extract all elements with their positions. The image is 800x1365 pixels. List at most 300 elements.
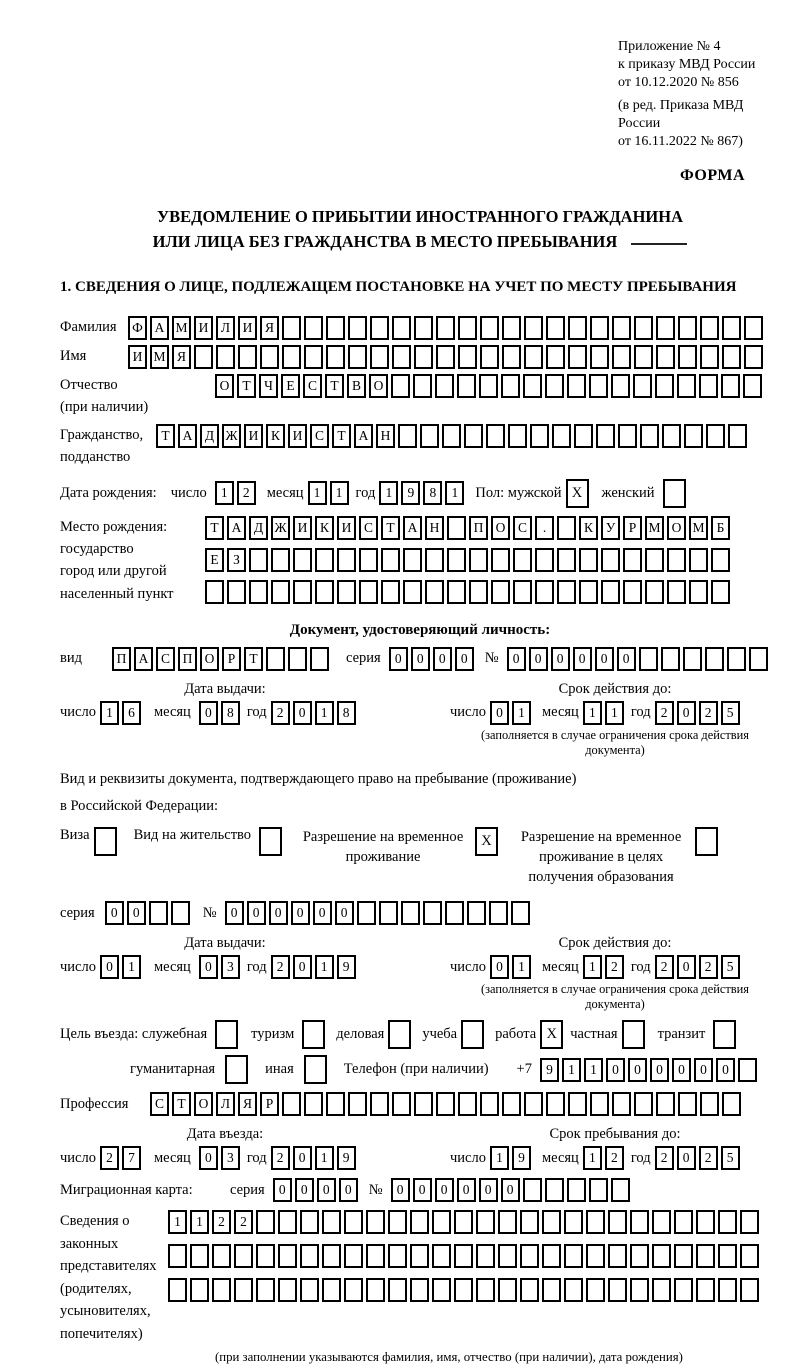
checkbox-cell xyxy=(388,1020,411,1049)
char-cell xyxy=(476,1278,495,1302)
char-cell xyxy=(467,901,486,925)
char-cell xyxy=(630,1210,649,1234)
visa-label: Виза xyxy=(60,826,90,843)
char-cell xyxy=(249,548,268,572)
char-cell: 0 xyxy=(199,1146,218,1170)
char-cell xyxy=(696,1244,715,1268)
char-cell: 0 xyxy=(100,955,119,979)
char-cell xyxy=(674,1210,693,1234)
temp-residence-label: Разрешение на временное проживание xyxy=(302,828,464,865)
char-cell xyxy=(359,580,378,604)
char-cell xyxy=(508,424,527,448)
char-cell: А xyxy=(178,424,197,448)
char-cell xyxy=(322,1210,341,1234)
purpose-humanitarian-checkbox xyxy=(225,1055,251,1084)
char-cell: 0 xyxy=(105,901,124,925)
char-cell: Я xyxy=(238,1092,257,1116)
char-cell xyxy=(310,647,329,671)
char-cell xyxy=(304,316,323,340)
char-cell: Б xyxy=(711,516,730,540)
char-cell: 2 xyxy=(655,955,674,979)
char-cell xyxy=(520,1244,539,1268)
checkbox-cell: X xyxy=(540,1020,563,1049)
char-cell: 5 xyxy=(721,955,740,979)
char-cell xyxy=(168,1278,187,1302)
representatives-row3-boxes xyxy=(168,1278,762,1302)
char-cell: С xyxy=(156,647,175,671)
char-cell xyxy=(749,647,768,671)
day-label: число xyxy=(170,484,207,501)
char-cell: 1 xyxy=(583,955,602,979)
char-cell: Ж xyxy=(271,516,290,540)
char-cell xyxy=(557,548,576,572)
year-label: год xyxy=(355,484,376,501)
representatives-label-line: (родителях, xyxy=(60,1280,132,1297)
char-cell xyxy=(711,548,730,572)
purpose-work-label: работа xyxy=(495,1026,537,1043)
identity-doc-heading: Документ, удостоверяющий личность: xyxy=(289,621,551,638)
char-cell: 1 xyxy=(122,955,141,979)
char-cell: 9 xyxy=(512,1146,531,1170)
char-cell: 0 xyxy=(617,647,636,671)
number-label: № xyxy=(202,904,217,921)
char-cell: 9 xyxy=(540,1058,559,1082)
char-cell xyxy=(535,548,554,572)
char-cell xyxy=(524,1092,543,1116)
char-cell: 1 xyxy=(512,701,531,725)
mc-number-boxes xyxy=(391,1178,633,1202)
char-cell: 0 xyxy=(127,901,146,925)
month-label: месяц xyxy=(153,704,191,720)
char-cell xyxy=(567,1178,586,1202)
char-cell xyxy=(612,345,631,369)
char-cell: 0 xyxy=(433,647,452,671)
char-cell xyxy=(403,580,422,604)
year-label: год xyxy=(630,1149,651,1166)
char-cell: . xyxy=(535,516,554,540)
char-cell xyxy=(432,1210,451,1234)
year-label: год xyxy=(246,1149,267,1166)
char-cell xyxy=(278,1210,297,1234)
char-cell: 0 xyxy=(507,647,526,671)
char-cell xyxy=(315,548,334,572)
day-label: число xyxy=(60,704,96,720)
char-cell xyxy=(722,316,741,340)
char-cell xyxy=(278,1278,297,1302)
char-cell: 0 xyxy=(501,1178,520,1202)
char-cell xyxy=(535,580,554,604)
checkbox-cell xyxy=(622,1020,645,1049)
stay-valid-month-boxes xyxy=(583,955,627,979)
char-cell xyxy=(410,1278,429,1302)
char-cell: Т xyxy=(172,1092,191,1116)
char-cell xyxy=(542,1278,561,1302)
char-cell: Е xyxy=(205,548,224,572)
doc-type-label: вид xyxy=(60,650,82,666)
char-cell: К xyxy=(266,424,285,448)
char-cell xyxy=(684,424,703,448)
citizenship-boxes xyxy=(156,424,750,448)
day-label: число xyxy=(450,1149,486,1166)
char-cell xyxy=(634,1092,653,1116)
char-cell xyxy=(442,424,461,448)
representatives-label-line: законных xyxy=(60,1235,119,1252)
char-cell xyxy=(458,345,477,369)
char-cell: 1 xyxy=(330,481,349,505)
char-cell xyxy=(564,1278,583,1302)
char-cell xyxy=(640,424,659,448)
char-cell xyxy=(678,316,697,340)
checkbox-cell xyxy=(215,1020,238,1049)
series-label: серия xyxy=(60,904,95,921)
char-cell xyxy=(513,548,532,572)
char-cell xyxy=(256,1210,275,1234)
char-cell xyxy=(498,1210,517,1234)
char-cell: 0 xyxy=(293,701,312,725)
char-cell xyxy=(234,1244,253,1268)
char-cell: Л xyxy=(216,316,235,340)
char-cell xyxy=(706,424,725,448)
char-cell xyxy=(458,1092,477,1116)
appendix-line: к приказу МВД России xyxy=(618,57,756,73)
char-cell xyxy=(212,1244,231,1268)
stay-issue-day-boxes xyxy=(100,955,144,979)
char-cell xyxy=(300,1244,319,1268)
char-cell: 0 xyxy=(490,955,509,979)
id-doc-dates xyxy=(60,681,780,758)
purpose-tourism-checkbox xyxy=(302,1020,328,1049)
char-cell xyxy=(454,1244,473,1268)
char-cell xyxy=(674,1278,693,1302)
series-label: серия xyxy=(230,1181,265,1198)
char-cell xyxy=(168,1244,187,1268)
char-cell xyxy=(149,901,168,925)
char-cell xyxy=(728,424,747,448)
char-cell xyxy=(586,1210,605,1234)
char-cell xyxy=(381,548,400,572)
char-cell: 0 xyxy=(490,701,509,725)
sex-female-checkbox xyxy=(663,479,689,508)
temp-residence-edu-checkbox xyxy=(695,827,721,856)
char-cell xyxy=(436,1092,455,1116)
char-cell: 8 xyxy=(337,701,356,725)
char-cell: 2 xyxy=(234,1210,253,1234)
char-cell xyxy=(618,424,637,448)
char-cell xyxy=(656,316,675,340)
profession-label: Профессия xyxy=(60,1095,129,1112)
representatives-label-line: усыновителях, xyxy=(60,1303,151,1320)
checkbox-cell xyxy=(304,1055,327,1084)
char-cell: 0 xyxy=(573,647,592,671)
char-cell xyxy=(689,548,708,572)
char-cell: Д xyxy=(200,424,219,448)
char-cell: П xyxy=(178,647,197,671)
char-cell xyxy=(388,1278,407,1302)
char-cell: Т xyxy=(332,424,351,448)
purpose-official-label: Цель въезда: служебная xyxy=(60,1026,208,1043)
id-number-boxes xyxy=(507,647,771,671)
char-cell xyxy=(476,1244,495,1268)
char-cell xyxy=(414,1092,433,1116)
char-cell: 1 xyxy=(583,1146,602,1170)
char-cell xyxy=(238,345,257,369)
forma-label: ФОРМА xyxy=(679,167,745,185)
stay-number-boxes xyxy=(225,901,533,925)
char-cell xyxy=(381,580,400,604)
char-cell xyxy=(740,1244,759,1268)
birth-place-row1-boxes xyxy=(205,516,733,540)
char-cell: И xyxy=(194,316,213,340)
phone-label: Телефон (при наличии) xyxy=(343,1061,489,1078)
valid-note: (заполняется в случае ограничения срока действия документа) xyxy=(481,727,749,757)
char-cell xyxy=(557,516,576,540)
stay-doc-line1: Вид и реквизиты документа, подтверждающего право на пребывание (проживание) xyxy=(60,770,577,787)
representatives-note: (при заполнении указываются фамилия, имя, отчество (при наличии), дата рождения) xyxy=(215,1350,683,1365)
purpose-other-label: иная xyxy=(265,1061,294,1078)
char-cell: 1 xyxy=(215,481,234,505)
char-cell xyxy=(445,901,464,925)
patronymic-label-line1: Отчество xyxy=(60,376,118,393)
stay-doc-line2: в Российской Федерации: xyxy=(60,798,219,815)
char-cell xyxy=(414,345,433,369)
valid-until-heading: Срок действия до: xyxy=(558,680,672,697)
char-cell xyxy=(689,580,708,604)
char-cell: 0 xyxy=(457,1178,476,1202)
section1-heading: 1. СВЕДЕНИЯ О ЛИЦЕ, ПОДЛЕЖАЩЕМ ПОСТАНОВКЕ НА УЧЕТ ПО МЕСТУ ПРЕБЫВАНИЯ xyxy=(60,278,737,295)
char-cell xyxy=(623,580,642,604)
char-cell xyxy=(322,1278,341,1302)
number-label: № xyxy=(484,650,499,666)
stay-until-day-boxes xyxy=(490,1146,534,1170)
temp-residence-item xyxy=(299,827,501,868)
entry-day-boxes xyxy=(100,1146,144,1170)
char-cell xyxy=(568,345,587,369)
year-label: год xyxy=(246,704,267,720)
char-cell: 1 xyxy=(605,701,624,725)
birth-place-label-line1: Место рождения: xyxy=(60,518,168,535)
char-cell: 1 xyxy=(315,955,334,979)
checkbox-cell xyxy=(663,479,686,508)
char-cell xyxy=(398,424,417,448)
birth-place-label xyxy=(60,516,205,606)
char-cell: Т xyxy=(244,647,263,671)
char-cell: А xyxy=(227,516,246,540)
char-cell xyxy=(661,647,680,671)
month-label: месяц xyxy=(153,958,191,975)
month-label: месяц xyxy=(541,958,579,975)
char-cell xyxy=(696,1278,715,1302)
char-cell xyxy=(300,1210,319,1234)
year-label: год xyxy=(246,958,267,975)
entry-dates xyxy=(60,1126,780,1170)
char-cell xyxy=(608,1244,627,1268)
char-cell xyxy=(432,1278,451,1302)
char-cell xyxy=(392,316,411,340)
char-cell: 2 xyxy=(699,955,718,979)
id-valid-month-boxes xyxy=(583,701,627,725)
representatives-label xyxy=(60,1210,168,1345)
checkbox-cell: X xyxy=(566,479,589,508)
purpose-business-checkbox xyxy=(388,1020,414,1049)
char-cell: С xyxy=(150,1092,169,1116)
char-cell xyxy=(699,374,718,398)
char-cell: З xyxy=(227,548,246,572)
representatives-label-line: попечителях) xyxy=(60,1325,143,1342)
char-cell: Т xyxy=(381,516,400,540)
char-cell xyxy=(502,345,521,369)
char-cell xyxy=(420,424,439,448)
char-cell xyxy=(542,1210,561,1234)
char-cell xyxy=(711,580,730,604)
char-cell: С xyxy=(303,374,322,398)
char-cell xyxy=(700,345,719,369)
char-cell: 0 xyxy=(479,1178,498,1202)
issue-date-heading: Дата выдачи: xyxy=(184,680,266,697)
char-cell: 0 xyxy=(650,1058,669,1082)
char-cell xyxy=(366,1278,385,1302)
char-cell xyxy=(436,316,455,340)
char-cell xyxy=(282,345,301,369)
char-cell xyxy=(601,548,620,572)
char-cell xyxy=(678,345,697,369)
checkbox-cell xyxy=(713,1020,736,1049)
char-cell xyxy=(645,580,664,604)
char-cell: Н xyxy=(425,516,444,540)
char-cell: 8 xyxy=(221,701,240,725)
number-label: № xyxy=(368,1181,383,1198)
char-cell: Р xyxy=(623,516,642,540)
char-cell: 1 xyxy=(379,481,398,505)
char-cell xyxy=(718,1244,737,1268)
temp-residence-edu-item xyxy=(515,827,721,888)
char-cell xyxy=(249,580,268,604)
temp-residence-checkbox xyxy=(475,827,501,856)
char-cell: 0 xyxy=(291,901,310,925)
stay-doc-paragraph xyxy=(60,766,780,821)
purpose-business-label: деловая xyxy=(336,1026,385,1043)
char-cell: А xyxy=(403,516,422,540)
char-cell: 0 xyxy=(225,901,244,925)
char-cell xyxy=(413,374,432,398)
char-cell: К xyxy=(315,516,334,540)
char-cell: 0 xyxy=(391,1178,410,1202)
char-cell: У xyxy=(601,516,620,540)
month-label: месяц xyxy=(541,1149,579,1166)
surname-boxes xyxy=(128,316,766,340)
doc-type-boxes xyxy=(112,647,332,671)
char-cell: 1 xyxy=(562,1058,581,1082)
char-cell: 1 xyxy=(315,701,334,725)
char-cell xyxy=(683,647,702,671)
char-cell xyxy=(344,1278,363,1302)
char-cell xyxy=(662,424,681,448)
char-cell: О xyxy=(667,516,686,540)
profession-boxes xyxy=(150,1092,744,1116)
char-cell: 0 xyxy=(677,1146,696,1170)
representatives-box-rows xyxy=(168,1210,762,1310)
phone-boxes xyxy=(540,1058,760,1082)
stay-series-boxes xyxy=(105,901,193,925)
char-cell xyxy=(370,345,389,369)
id-valid-year-boxes xyxy=(655,701,743,725)
char-cell xyxy=(388,1244,407,1268)
patronymic-label-line2: (при наличии) xyxy=(60,399,149,416)
char-cell xyxy=(652,1278,671,1302)
char-cell: М xyxy=(689,516,708,540)
char-cell xyxy=(530,424,549,448)
birth-place-row3-boxes xyxy=(205,580,733,604)
char-cell: 1 xyxy=(584,1058,603,1082)
birth-date-label: Дата рождения: xyxy=(60,484,157,501)
char-cell: 2 xyxy=(212,1210,231,1234)
char-cell: 2 xyxy=(271,701,290,725)
appendix-line: от 16.11.2022 № 867) xyxy=(618,133,743,149)
stay-issue-month-boxes xyxy=(199,955,243,979)
char-cell xyxy=(524,316,543,340)
char-cell: 2 xyxy=(100,1146,119,1170)
char-cell xyxy=(256,1278,275,1302)
char-cell: О xyxy=(369,374,388,398)
char-cell: Л xyxy=(216,1092,235,1116)
given-name-label: Имя xyxy=(60,348,87,365)
char-cell xyxy=(476,1210,495,1234)
char-cell: М xyxy=(172,316,191,340)
birth-day-boxes xyxy=(215,481,259,505)
char-cell: 0 xyxy=(595,647,614,671)
char-cell xyxy=(454,1278,473,1302)
purpose-transit-label: транзит xyxy=(657,1026,706,1043)
citizenship-label-line1: Гражданство, xyxy=(60,426,144,443)
checkbox-cell xyxy=(461,1020,484,1049)
char-cell xyxy=(447,580,466,604)
char-cell xyxy=(630,1244,649,1268)
checkbox-cell: X xyxy=(475,827,498,856)
char-cell: 8 xyxy=(423,481,442,505)
char-cell xyxy=(567,374,586,398)
char-cell xyxy=(486,424,505,448)
purpose-study-checkbox xyxy=(461,1020,487,1049)
id-issue-year-boxes xyxy=(271,701,359,725)
char-cell xyxy=(348,345,367,369)
char-cell xyxy=(480,1092,499,1116)
char-cell xyxy=(216,345,235,369)
char-cell xyxy=(557,580,576,604)
char-cell xyxy=(520,1278,539,1302)
day-label: число xyxy=(60,1149,96,1166)
char-cell: 0 xyxy=(335,901,354,925)
char-cell: 0 xyxy=(293,1146,312,1170)
char-cell xyxy=(278,1244,297,1268)
purpose-study-label: учеба xyxy=(422,1026,458,1043)
char-cell: О xyxy=(215,374,234,398)
visa-item xyxy=(60,827,120,856)
month-label: месяц xyxy=(266,484,304,501)
patronymic-label xyxy=(60,374,215,419)
char-cell: 9 xyxy=(401,481,420,505)
representatives-label-line: представителях xyxy=(60,1258,157,1275)
char-cell xyxy=(524,345,543,369)
citizenship-label xyxy=(60,424,156,469)
char-cell: 2 xyxy=(271,955,290,979)
char-cell: 5 xyxy=(721,701,740,725)
purpose-official-checkbox xyxy=(215,1020,241,1049)
char-cell xyxy=(589,374,608,398)
char-cell xyxy=(322,1244,341,1268)
char-cell xyxy=(366,1244,385,1268)
char-cell xyxy=(480,345,499,369)
migration-card-label: Миграционная карта: xyxy=(60,1181,193,1198)
birth-place-label-line4: населенный пункт xyxy=(60,585,174,602)
